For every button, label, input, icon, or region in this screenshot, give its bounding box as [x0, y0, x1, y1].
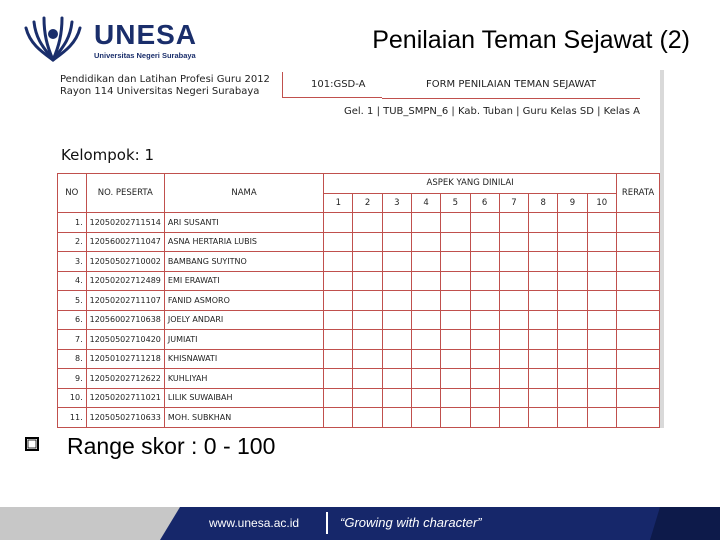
score-cell[interactable] [382, 349, 411, 369]
score-cell[interactable] [529, 388, 558, 408]
row-peserta: 12050202711514 [86, 213, 164, 233]
aspek-number-3: 3 [382, 193, 411, 213]
footer-divider [326, 512, 328, 534]
score-cell[interactable] [411, 271, 440, 291]
row-no: 5. [58, 291, 87, 311]
row-peserta: 12050202712622 [86, 369, 164, 389]
score-cell[interactable] [441, 213, 470, 233]
score-cell[interactable] [558, 369, 587, 389]
score-cell[interactable] [353, 232, 382, 252]
score-cell[interactable] [411, 213, 440, 233]
range-text: Range skor : 0 - 100 [67, 433, 276, 459]
score-cell[interactable] [411, 232, 440, 252]
score-cell[interactable] [441, 330, 470, 350]
score-cell[interactable] [411, 310, 440, 330]
score-cell[interactable] [382, 310, 411, 330]
checkbox-bullet-icon [25, 437, 39, 451]
score-cell[interactable] [558, 291, 587, 311]
score-cell[interactable] [587, 349, 616, 369]
rerata-cell[interactable] [617, 408, 660, 428]
group-label: Kelompok: 1 [61, 146, 155, 164]
table-header-row [58, 174, 660, 194]
rerata-cell[interactable] [617, 291, 660, 311]
form-title: FORM PENILAIAN TEMAN SEJAWAT [382, 72, 640, 99]
score-cell[interactable] [441, 310, 470, 330]
score-cell[interactable] [529, 271, 558, 291]
row-peserta: 12056002710638 [86, 310, 164, 330]
row-nama: JUMIATI [164, 330, 323, 350]
score-cell[interactable] [499, 408, 528, 428]
score-cell[interactable] [529, 330, 558, 350]
row-no: 2. [58, 232, 87, 252]
aspek-number-8: 8 [529, 193, 558, 213]
score-cell[interactable] [470, 349, 499, 369]
row-nama: BAMBANG SUYITNO [164, 252, 323, 272]
score-cell[interactable] [499, 369, 528, 389]
aspek-number-10: 10 [587, 193, 616, 213]
score-cell[interactable] [382, 232, 411, 252]
row-nama: JOELY ANDARI [164, 310, 323, 330]
rerata-cell[interactable] [617, 252, 660, 272]
score-cell[interactable] [529, 310, 558, 330]
score-cell[interactable] [587, 232, 616, 252]
aspek-number-5: 5 [441, 193, 470, 213]
table-row [58, 349, 660, 369]
class-info-line: Gel. 1 | TUB_SMPN_6 | Kab. Tuban | Guru Kelas SD | Kelas A [343, 106, 640, 117]
aspek-number-9: 9 [558, 193, 587, 213]
score-cell[interactable] [441, 349, 470, 369]
row-peserta: 12050202711021 [86, 388, 164, 408]
score-cell[interactable] [324, 388, 353, 408]
score-cell[interactable] [382, 408, 411, 428]
row-nama: ASNA HERTARIA LUBIS [164, 232, 323, 252]
score-cell[interactable] [324, 349, 353, 369]
score-cell[interactable] [382, 330, 411, 350]
score-cell[interactable] [411, 388, 440, 408]
score-cell[interactable] [441, 232, 470, 252]
row-no: 3. [58, 252, 87, 272]
score-cell[interactable] [470, 310, 499, 330]
row-nama: MOH. SUBKHAN [164, 408, 323, 428]
table-row [58, 388, 660, 408]
unesa-crest-icon [22, 14, 84, 64]
row-nama: KUHLIYAH [164, 369, 323, 389]
score-cell[interactable] [558, 271, 587, 291]
score-cell[interactable] [411, 330, 440, 350]
score-cell[interactable] [499, 330, 528, 350]
score-table [57, 173, 660, 428]
score-cell[interactable] [441, 291, 470, 311]
row-no: 11. [58, 408, 87, 428]
score-cell[interactable] [558, 310, 587, 330]
footer-url-link[interactable]: www.unesa.ac.id [209, 516, 300, 530]
table-row [58, 213, 660, 233]
row-peserta: 12050202712489 [86, 271, 164, 291]
header-nama: NAMA [164, 174, 323, 213]
score-cell[interactable] [529, 408, 558, 428]
score-cell[interactable] [411, 408, 440, 428]
row-no: 8. [58, 349, 87, 369]
score-cell[interactable] [324, 408, 353, 428]
score-cell[interactable] [353, 213, 382, 233]
score-cell[interactable] [324, 271, 353, 291]
score-cell[interactable] [558, 213, 587, 233]
score-cell[interactable] [353, 252, 382, 272]
score-cell[interactable] [353, 310, 382, 330]
row-no: 1. [58, 213, 87, 233]
rerata-cell[interactable] [617, 388, 660, 408]
row-peserta: 12050502710633 [86, 408, 164, 428]
score-cell[interactable] [324, 310, 353, 330]
score-cell[interactable] [470, 388, 499, 408]
score-cell[interactable] [411, 252, 440, 272]
score-cell[interactable] [411, 291, 440, 311]
rerata-cell[interactable] [617, 369, 660, 389]
logo-name: UNESA [94, 19, 198, 50]
table-row [58, 291, 660, 311]
logo-subtitle: Universitas Negeri Surabaya [94, 51, 196, 60]
form-document [55, 70, 664, 428]
rerata-cell[interactable] [617, 213, 660, 233]
table-body [58, 213, 660, 428]
score-cell[interactable] [324, 252, 353, 272]
table-row [58, 408, 660, 428]
score-cell[interactable] [324, 232, 353, 252]
score-cell[interactable] [353, 388, 382, 408]
header-peserta: NO. PESERTA [86, 174, 164, 213]
score-cell[interactable] [529, 213, 558, 233]
table-row [58, 271, 660, 291]
row-nama: ARI SUSANTI [164, 213, 323, 233]
table-row [58, 369, 660, 389]
score-cell[interactable] [499, 291, 528, 311]
score-cell[interactable] [587, 213, 616, 233]
footer-tagline: “Growing with character” [340, 515, 482, 530]
row-peserta: 12056002711047 [86, 232, 164, 252]
row-peserta: 12050202711107 [86, 291, 164, 311]
header-aspek: ASPEK YANG DINILAI [324, 174, 617, 194]
score-cell[interactable] [558, 252, 587, 272]
score-cell[interactable] [411, 349, 440, 369]
score-cell[interactable] [353, 408, 382, 428]
aspek-number-6: 6 [470, 193, 499, 213]
score-cell[interactable] [441, 252, 470, 272]
unesa-logo [22, 14, 197, 66]
row-peserta: 12050502710002 [86, 252, 164, 272]
table-row [58, 252, 660, 272]
row-no: 6. [58, 310, 87, 330]
header-line-1: Pendidikan dan Latihan Profesi Guru 2012 [60, 74, 270, 85]
score-cell[interactable] [353, 271, 382, 291]
row-no: 7. [58, 330, 87, 350]
score-cell[interactable] [499, 388, 528, 408]
score-cell[interactable] [499, 310, 528, 330]
score-cell[interactable] [353, 369, 382, 389]
score-cell[interactable] [499, 252, 528, 272]
row-nama: KHISNAWATI [164, 349, 323, 369]
score-cell[interactable] [529, 349, 558, 369]
score-cell[interactable] [324, 213, 353, 233]
score-cell[interactable] [411, 369, 440, 389]
document-header-left [60, 74, 270, 98]
rerata-cell[interactable] [617, 271, 660, 291]
score-cell[interactable] [587, 310, 616, 330]
row-nama: EMI ERAWATI [164, 271, 323, 291]
score-cell[interactable] [529, 291, 558, 311]
score-cell[interactable] [470, 408, 499, 428]
score-cell[interactable] [470, 232, 499, 252]
rerata-cell[interactable] [617, 330, 660, 350]
rerata-cell[interactable] [617, 310, 660, 330]
score-cell[interactable] [529, 369, 558, 389]
score-cell[interactable] [587, 252, 616, 272]
score-cell[interactable] [470, 369, 499, 389]
score-cell[interactable] [382, 252, 411, 272]
row-peserta: 12050102711218 [86, 349, 164, 369]
score-cell[interactable] [529, 232, 558, 252]
score-cell[interactable] [441, 408, 470, 428]
score-cell[interactable] [529, 252, 558, 272]
score-cell[interactable] [441, 388, 470, 408]
slide-title: Penilaian Teman Sejawat (2) [372, 26, 690, 54]
score-cell[interactable] [441, 271, 470, 291]
header-no: NO [58, 174, 87, 213]
row-no: 10. [58, 388, 87, 408]
score-cell[interactable] [587, 388, 616, 408]
score-cell[interactable] [324, 291, 353, 311]
score-cell[interactable] [499, 271, 528, 291]
score-cell[interactable] [587, 291, 616, 311]
score-cell[interactable] [353, 349, 382, 369]
score-cell[interactable] [587, 330, 616, 350]
score-cell[interactable] [558, 232, 587, 252]
score-cell[interactable] [470, 330, 499, 350]
header-line-2: Rayon 114 Universitas Negeri Surabaya [60, 86, 260, 97]
score-cell[interactable] [470, 271, 499, 291]
score-cell[interactable] [499, 213, 528, 233]
score-cell[interactable] [382, 388, 411, 408]
row-peserta: 12050502710420 [86, 330, 164, 350]
score-cell[interactable] [382, 213, 411, 233]
score-cell[interactable] [470, 213, 499, 233]
score-cell[interactable] [558, 388, 587, 408]
score-cell[interactable] [382, 271, 411, 291]
aspek-number-2: 2 [353, 193, 382, 213]
score-cell[interactable] [470, 252, 499, 272]
aspek-number-4: 4 [411, 193, 440, 213]
row-nama: FANID ASMORO [164, 291, 323, 311]
score-cell[interactable] [587, 369, 616, 389]
row-nama: LILIK SUWAIBAH [164, 388, 323, 408]
table-row [58, 330, 660, 350]
rerata-cell[interactable] [617, 232, 660, 252]
score-cell[interactable] [470, 291, 499, 311]
score-cell[interactable] [382, 369, 411, 389]
rerata-cell[interactable] [617, 349, 660, 369]
score-cell[interactable] [587, 408, 616, 428]
row-no: 4. [58, 271, 87, 291]
score-cell[interactable] [499, 349, 528, 369]
score-cell[interactable] [499, 232, 528, 252]
score-cell[interactable] [558, 330, 587, 350]
score-cell[interactable] [353, 291, 382, 311]
score-cell[interactable] [558, 349, 587, 369]
score-cell[interactable] [324, 330, 353, 350]
score-cell[interactable] [587, 271, 616, 291]
form-code: 101:GSD-A [282, 72, 382, 98]
score-cell[interactable] [382, 291, 411, 311]
score-cell[interactable] [353, 330, 382, 350]
aspek-number-7: 7 [499, 193, 528, 213]
table-row [58, 310, 660, 330]
score-cell[interactable] [324, 369, 353, 389]
table-row [58, 232, 660, 252]
score-cell[interactable] [558, 408, 587, 428]
row-no: 9. [58, 369, 87, 389]
score-cell[interactable] [441, 369, 470, 389]
header-rerata: RERATA [617, 174, 660, 213]
aspek-number-1: 1 [324, 193, 353, 213]
